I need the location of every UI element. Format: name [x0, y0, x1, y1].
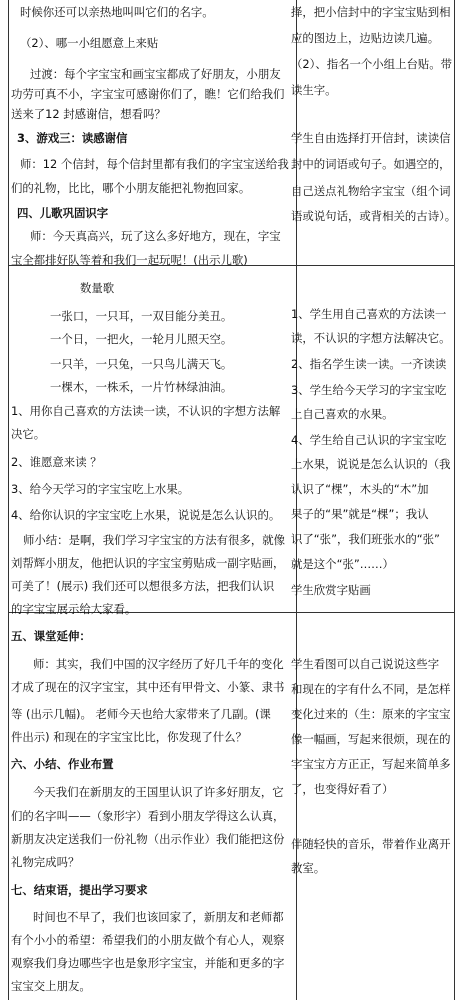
text-line: 1、学生用自己喜欢的方法读一	[291, 307, 447, 321]
text-line: 过渡：每个字宝宝和画宝宝都成了好朋友，小朋友	[30, 67, 281, 81]
text-line: 师：12 个信封，每个信封里都有我们的字宝宝送给我	[20, 157, 289, 171]
text-line: 师小结：是啊，我们学习字宝宝的方法有很多，就像	[23, 533, 285, 547]
text-line: 教室。	[291, 861, 326, 875]
text-line: 的字宝宝展示给大家看。	[11, 602, 137, 616]
text-line: 们的名字叫——（象形字）看到小朋友学得这么认真，	[11, 809, 285, 823]
text-line: 果子的“果”就是“棵”；我认	[291, 507, 429, 521]
text-line: 4、给你认识的字宝宝吃上水果，说说是怎么认识的。	[11, 508, 281, 522]
text-line: 宝全都排好队等着和我们一起玩呢！(出示儿歌)	[11, 253, 248, 267]
text-line: 3、学生给今天学习的字宝宝吃	[291, 383, 447, 397]
text-line: 师：其实，我们中国的汉字经历了好几千年的变化	[33, 657, 284, 671]
text-line: 们的礼物，比比，哪个小朋友能把礼物抱回家。	[11, 181, 251, 195]
text-line: 时候你还可以亲热地叫叫它们的名字。	[20, 5, 214, 19]
text-line: 就是这个“张”……）	[291, 557, 394, 571]
text-line: 刘帮辉小朋友，他把认识的字宝宝剪贴成一副字贴画，	[11, 556, 285, 570]
text-line: 新朋友决定送我们一份礼物（出示作业）我们能把这份	[11, 832, 285, 846]
text-line: 上水果，说说是怎么认识的（我	[291, 457, 451, 471]
poem-line: 一个日，一把火，一轮月儿照天空。	[50, 332, 233, 346]
text-line: 3、给今天学习的字宝宝吃上水果。	[11, 482, 190, 496]
text-line: 学生自由选择打开信封，读读信	[291, 131, 451, 145]
section-heading: 七、结束语，提出学习要求	[11, 883, 148, 897]
text-line: 可美了！(展示) 我们还可以想很多方法，把我们认识	[11, 579, 275, 593]
poem-line: 一只羊，一只兔，一只鸟儿满天飞。	[50, 357, 233, 371]
text-line: 2、指名学生读一读。一齐读读	[291, 357, 447, 371]
text-line: 等 (出示几幅)。 老师今天也给大家带来了几副。(课	[11, 707, 271, 721]
text-line: （2）、指名一个小组上台贴。带	[291, 57, 453, 71]
section-heading: 五、课堂延伸：	[11, 629, 91, 643]
text-line: 认识了“棵”，木头的“木”加	[291, 482, 429, 496]
text-line: 上自己喜欢的水果。	[291, 407, 394, 421]
text-line: 有个小小的希望：希望我们的小朋友做个有心人，观察	[11, 933, 285, 947]
section-heading: 六、小结、作业布置	[11, 757, 114, 771]
text-line: 1、用你自己喜欢的方法读一读，不认识的字想方法解	[11, 404, 281, 418]
text-line: （2）、哪一小组愿意上来贴	[20, 36, 159, 50]
section-heading: 四、儿歌巩固识字	[17, 206, 109, 220]
text-line: 4、学生给自己认识的字宝宝吃	[291, 433, 447, 447]
section-heading: 3、游戏三：读感谢信	[17, 131, 128, 145]
text-line: 学生欣赏字贴画	[291, 583, 371, 597]
text-line: 师：今天真高兴，玩了这么多好地方，现在，字宝	[30, 229, 281, 243]
text-line: 件出示) 和现在的字宝宝比比，你发现了什么？	[11, 730, 247, 744]
text-line: 时间也不早了，我们也该回家了，新朋友和老师都	[33, 910, 284, 924]
text-line: 了，也变得好看了）	[291, 782, 394, 796]
text-line: 送来了12 封感谢信，想看吗？	[11, 107, 166, 121]
text-line: 今天我们在新朋友的王国里认识了许多好朋友，它	[33, 785, 284, 799]
text-line: 像一幅画，写起来很烦，现在的	[291, 732, 451, 746]
text-line: 才成了现在的汉字宝宝，其中还有甲骨文、小篆、隶书	[11, 680, 285, 694]
text-line: 宝宝交上朋友。	[11, 979, 91, 993]
poem-line: 一张口，一只耳，一双目能分美丑。	[50, 309, 233, 323]
text-line: 应的图边上，边贴边读几遍。	[291, 31, 440, 45]
text-line: 功劳可真不小，字宝宝可感谢你们了，瞧！它们给我们	[11, 87, 285, 101]
text-line: 观察我们身边哪些字也是象形字宝宝，并能和更多的字	[11, 956, 285, 970]
text-line: 读生字。	[291, 83, 337, 97]
text-line: 决它。	[11, 427, 46, 441]
text-line: 变化过来的（生：原来的字宝宝	[291, 707, 451, 721]
text-line: 读，不认识的字想方法解决它。	[291, 331, 451, 345]
text-line: 字宝宝方方正正，写起来简单多	[291, 757, 451, 771]
text-line: 2、谁愿意来读 ？	[11, 455, 102, 469]
text-line: 自己送点礼物给字宝宝（组个词	[291, 184, 451, 198]
text-line: 语或说句话，或背相关的古诗）。	[291, 209, 457, 223]
text-line: 择，把小信封中的字宝宝贴到相	[291, 5, 451, 19]
text-line: 礼物完成吗？	[11, 855, 80, 869]
poem-title: 数量歌	[80, 281, 115, 295]
text-line: 学生看图可以自己说说这些字	[291, 657, 440, 671]
text-line: 和现在的字有什么不同，是怎样	[291, 682, 451, 696]
text-line: 封中的词语或句子。如遇空的，	[291, 157, 451, 171]
poem-line: 一棵木，一株禾，一片竹林绿油油。	[50, 380, 233, 394]
text-line: 识了“张”，我们班张水的“张”	[291, 532, 440, 546]
text-line: 伴随轻快的音乐，带着作业离开	[291, 837, 451, 851]
